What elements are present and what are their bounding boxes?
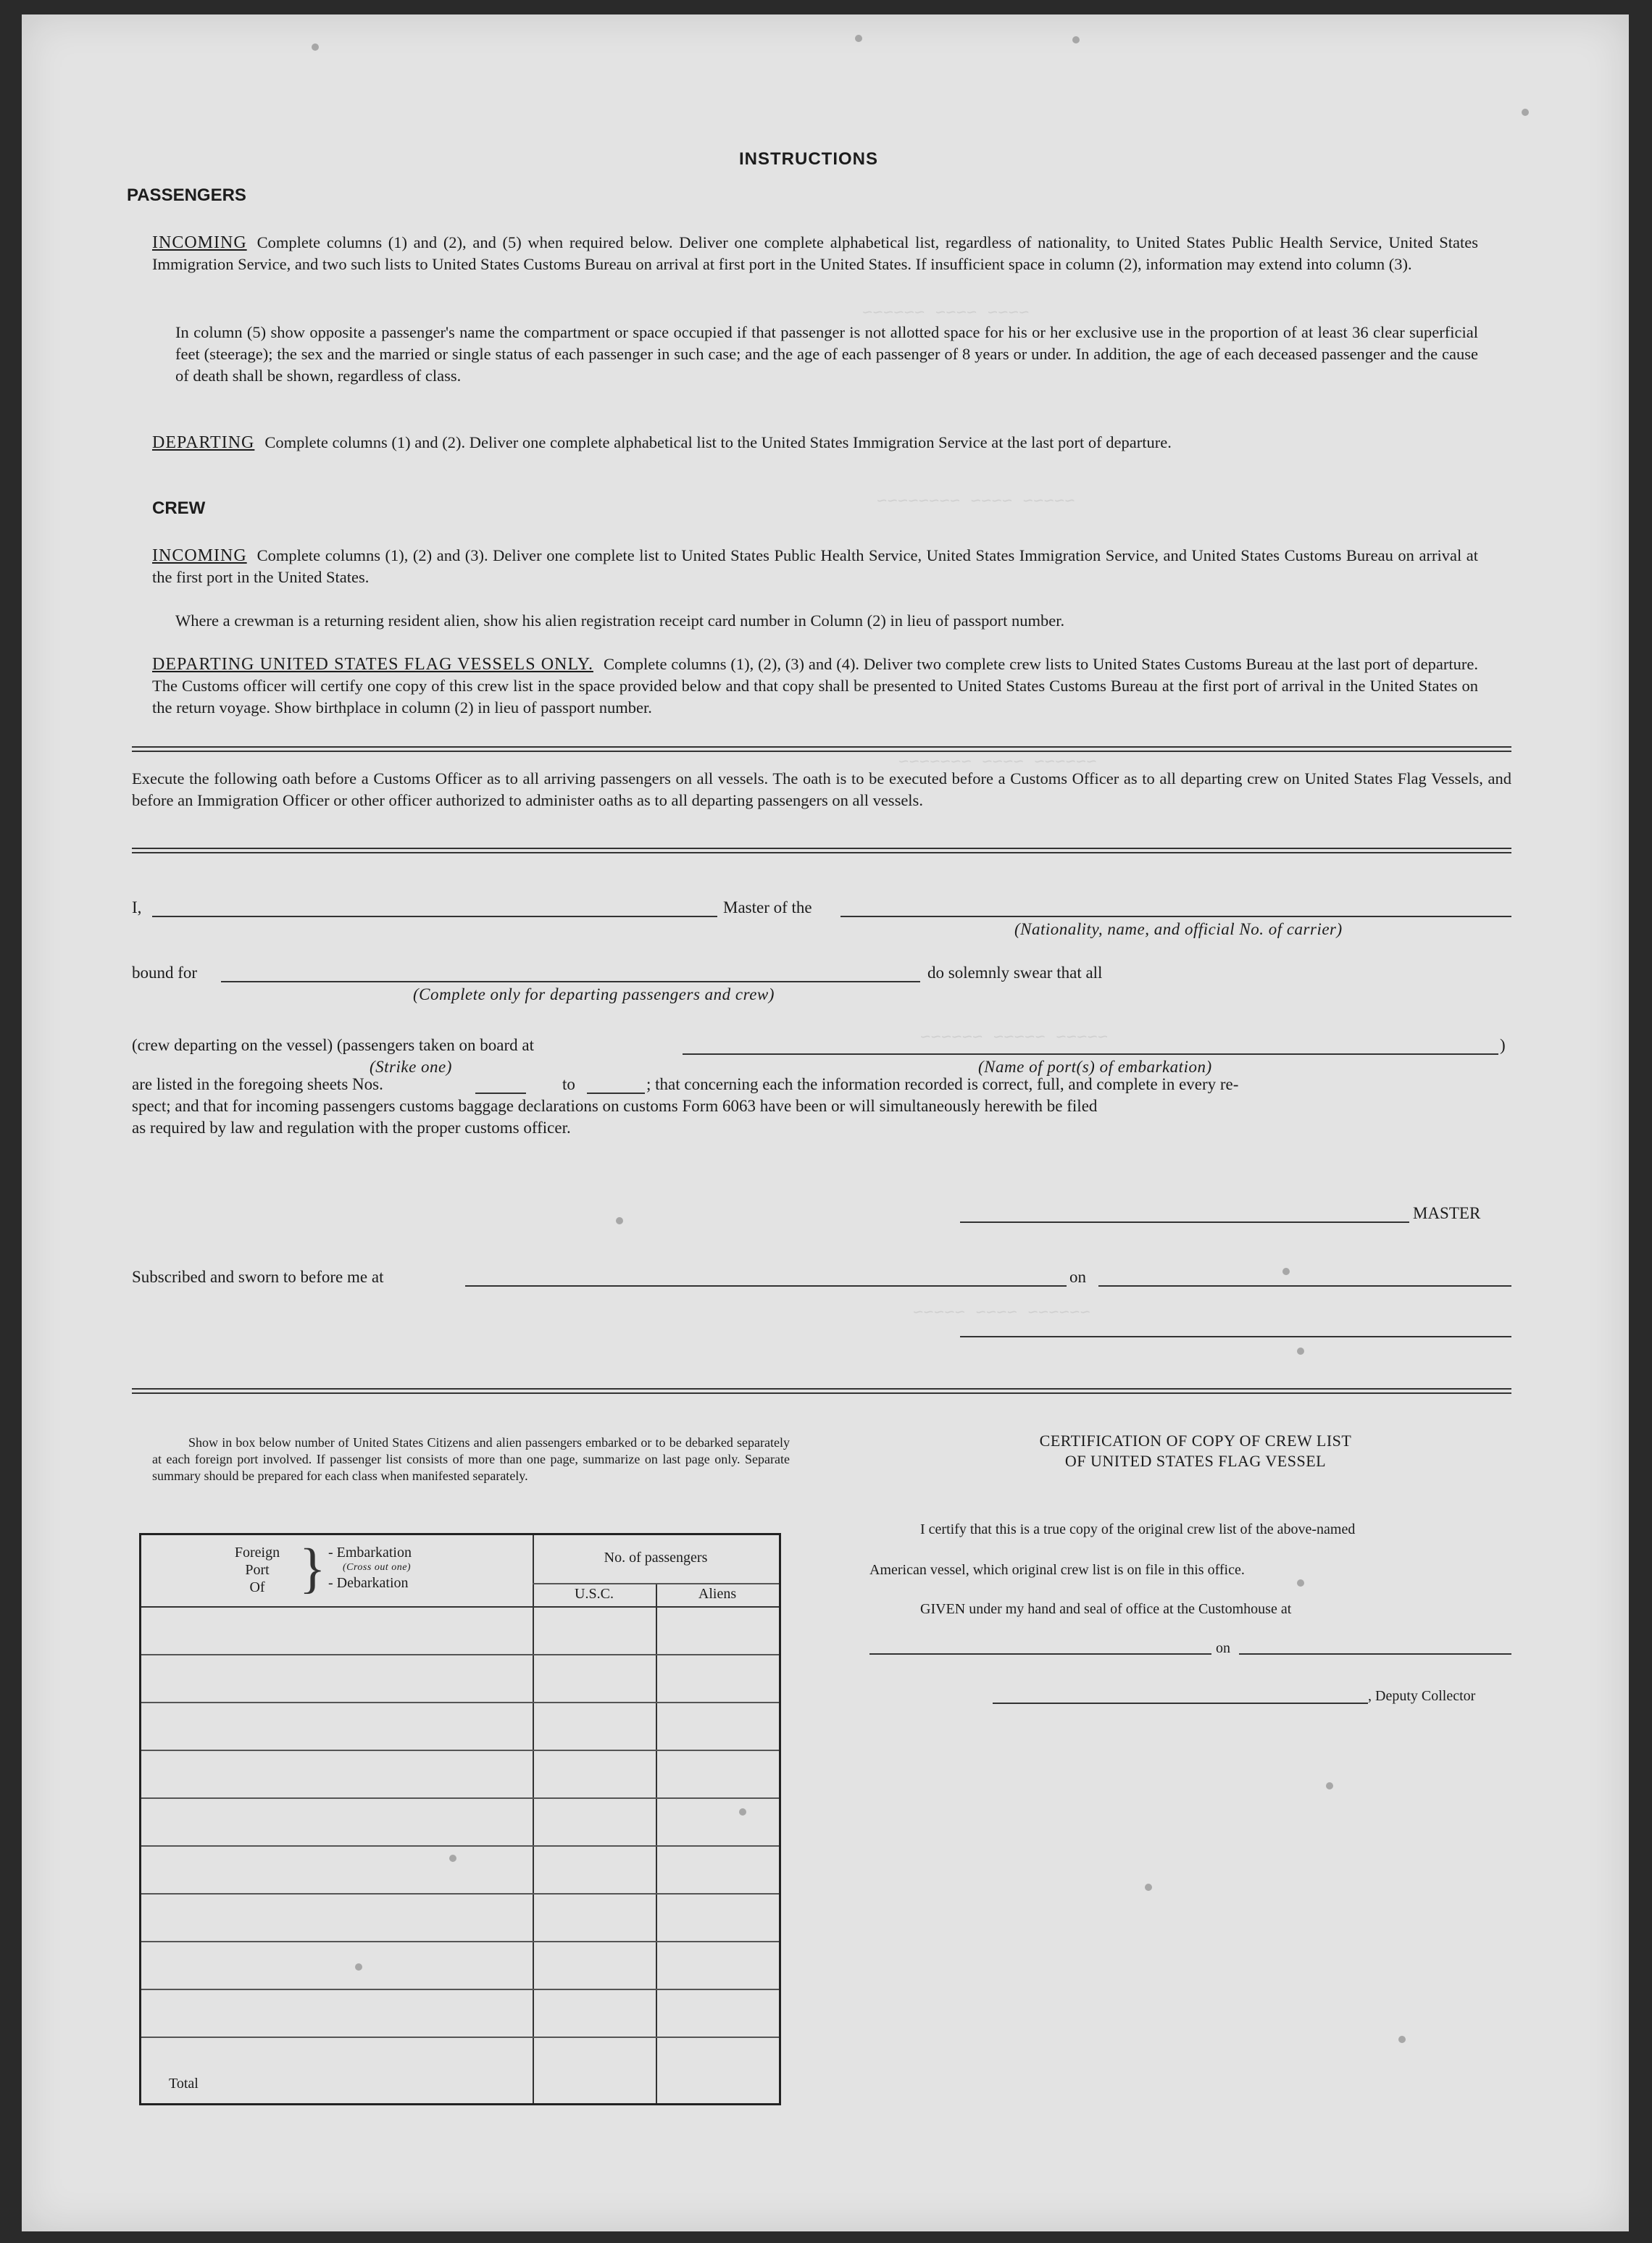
table-column-divider [656,1583,657,2103]
section-divider [132,1388,1511,1394]
sheet-from-line[interactable] [475,1093,526,1094]
page-title: INSTRUCTIONS [739,149,878,169]
oath-line-3: as required by law and regulation with the proper customs officer. [132,1119,571,1137]
show-through-text: ~~~~~~ ~~~~ ~~~~~~~ [898,753,1097,773]
master-signature-line[interactable] [960,1221,1409,1223]
of-text: Of [249,1579,265,1595]
sheet-to-line[interactable] [587,1093,645,1094]
crew-departing-paragraph [152,653,1478,719]
no-of-passengers-header: No. of passengers [604,1550,708,1566]
oath-intro: Execute the following oath before a Customs Officer as to all arriving passengers on all vessels. The oath is to be executed before a Customs Officer as to all departing crew on United States Flag Vessels, and before an Immigration Officer or other officer authorized to administer oaths as to all departing passengers on all vessels. [132,769,1511,809]
aliens-header: Aliens [698,1586,737,1602]
passengers-departing-paragraph [152,432,1478,454]
summary-instruction: Show in box below number of United States Citizens and alien passengers embarked or to be debarked separately at each foreign port involved. If passenger list consists of more than one page, summarize on last page only. Separate summary should be prepared for each class when manifested separately. [152,1435,790,1483]
column5-paragraph: In column (5) show opposite a passenger's name the compartment or space occupied if that passenger is not allotted space for his or her exclusive use in the proportion of at least 36 clear superficial feet (steerage); the sex and the married or single status of each passenger in such case; and the age of each passenger of 8 years or under. In addition, the age of each deceased passenger and the cause of death shall be shown, regardless of class. [175,323,1478,385]
sworn-date-line[interactable] [1098,1285,1511,1287]
crew-incoming-paragraph [152,545,1478,588]
bound-for-caption: (Complete only for departing passengers and crew) [413,985,775,1003]
table-row-line [141,1941,779,1942]
foreign-text: Foreign [234,1545,280,1561]
certification-heading-line-2: OF UNITED STATES FLAG VESSEL [1064,1452,1327,1470]
crew-incoming-text: Complete columns (1), (2) and (3). Deliver one complete list to United States Public Health Service, United States Immigration Service, and United States Customs Bureau on arrival at the first port in the United States. [152,546,1478,586]
incoming-label: INCOMING [152,233,247,252]
cross-out-caption: (Cross out one) [343,1562,412,1573]
master-label: MASTER [1413,1204,1481,1222]
crew-departing-text: (crew departing on the vessel) (passengers taken on board at [132,1036,534,1054]
subscribed-sworn-label: Subscribed and sworn to before me at [132,1268,384,1286]
table-row-line [141,1845,779,1847]
debarkation-option[interactable]: - Debarkation [328,1575,409,1591]
oath-line-2: spect; and that for incoming passengers customs baggage declarations on customs Form 6063 have been or will simultaneously herewith be filed [132,1097,1098,1115]
listed-sheets-continuation: ; that concerning each the information recorded is correct, full, and complete in every re- [646,1075,1239,1093]
close-paren: ) [1500,1036,1506,1054]
embark-debark-options [328,1544,412,1592]
master-name-line[interactable] [152,916,717,917]
table-row-line [141,1702,779,1703]
strike-one-caption: (Strike one) [370,1058,452,1076]
sworn-place-line[interactable] [465,1285,1067,1287]
cert-date-line[interactable] [1239,1653,1511,1655]
bound-for-label: bound for [132,964,198,982]
certification-heading [877,1431,1514,1471]
solemnly-swear-text: do solemnly swear that all [927,964,1103,982]
deputy-collector-label: , Deputy Collector [1368,1688,1476,1704]
crew-departing-text: Complete columns (1), (2), (3) and (4). Deliver two complete crew lists to United States Customs Bureau at the last port of departure. The Customs officer will certify one copy of this crew list in the space provided below and that copy shall be presented to United States Customs Bureau at the first port of arrival in the United States on the return voyage. Show birthplace in column (2) in lieu of passport number. [152,655,1479,717]
show-through-text: ~~~~ ~~~~ ~~~~~~ [862,304,1030,324]
ports-caption: (Name of port(s) of embarkation) [978,1058,1212,1076]
given-under-text: GIVEN under my hand and seal of office at the Customhouse at [920,1601,1292,1617]
table-header-rule [141,1606,779,1608]
sworn-on-label: on [1069,1268,1086,1286]
listed-sheets-text: are listed in the foregoing sheets Nos. [132,1075,383,1093]
foreign-port-label [221,1544,293,1596]
crew-incoming-label: INCOMING [152,546,247,565]
total-label: Total [169,2076,199,2092]
incoming-text: Complete columns (1) and (2), and (5) when required below. Deliver one complete alphabetical list, regardless of nationality, to United States Public Health Service, United States Immigration Service, and two such lists to United States Customs Bureau on arrival at first port in the United States. If insufficient space in column (2), information may extend into column (3). [152,233,1478,273]
passenger-summary-table [139,1533,781,2105]
table-header-divider [533,1583,779,1584]
show-through-text: ~~~~~ ~~~~ ~~~~~~~~ [877,493,1075,512]
embarkation-port-line[interactable] [683,1053,1498,1055]
brace-icon: } [299,1538,326,1599]
passengers-incoming-paragraph [152,232,1478,275]
table-row-line [141,1989,779,1990]
master-of-the-label: Master of the [723,898,812,916]
port-text: Port [245,1562,270,1578]
customhouse-line[interactable] [869,1653,1211,1655]
table-row-line [141,1797,779,1799]
table-row-line [141,1750,779,1751]
crew-heading: CREW [152,498,206,518]
officer-signature-line[interactable] [960,1336,1511,1337]
section-divider [132,848,1511,853]
departing-label: DEPARTING [152,433,255,452]
deputy-signature-line[interactable] [993,1703,1368,1704]
passengers-heading: PASSENGERS [127,185,246,205]
table-row-line [141,2037,779,2038]
show-through-text: ~~~~~ ~~~~~ ~~~~~~ [920,1029,1109,1048]
section-divider [132,746,1511,752]
crew-departing-label: DEPARTING UNITED STATES FLAG VESSELS ONLY. [152,655,593,674]
table-row-line [141,1893,779,1895]
show-through-text: ~~~~~~ ~~~~ ~~~~~ [913,1304,1090,1324]
certification-heading-line-1: CERTIFICATION OF COPY OF CREW LIST [1039,1432,1352,1450]
certify-text: I certify that this is a true copy of the original crew list of the above-named [920,1521,1356,1537]
american-vessel-text: American vessel, which original crew list is on file in this office. [869,1562,1245,1578]
departing-text: Complete columns (1) and (2). Deliver one complete alphabetical list to the United States Immigration Service at the last port of departure. [264,433,1172,451]
to-label: to [562,1075,575,1093]
usc-header: U.S.C. [575,1586,614,1602]
table-column-divider [533,1535,534,2103]
bound-for-line[interactable] [221,981,920,982]
cert-on-label: on [1216,1640,1230,1656]
oath-i-label: I, [132,898,142,916]
carrier-line[interactable] [840,916,1511,917]
table-row-line [141,1654,779,1655]
carrier-caption: (Nationality, name, and official No. of carrier) [1014,920,1343,938]
resident-alien-paragraph: Where a crewman is a returning resident alien, show his alien registration receipt card number in Column (2) in lieu of passport number. [175,611,1065,630]
embarkation-option[interactable]: - Embarkation [328,1545,412,1561]
form-page [22,14,1629,2231]
